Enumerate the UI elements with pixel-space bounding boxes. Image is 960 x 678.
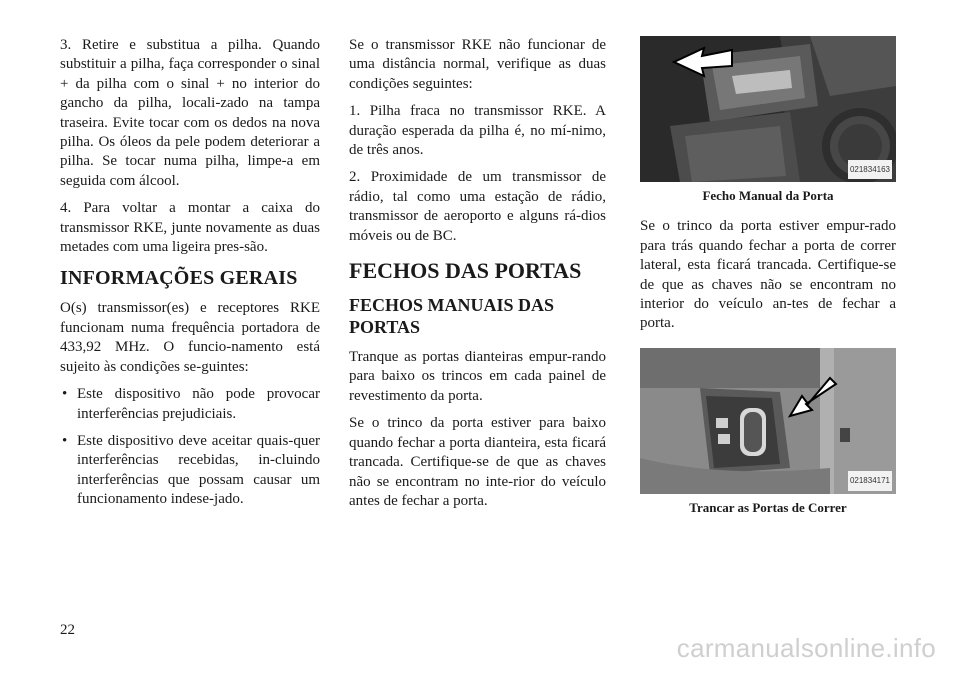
- figure-code: 021834163: [848, 160, 892, 179]
- sliding-door-lock-photo: [640, 348, 896, 494]
- latch-down-paragraph: Se o trinco da porta estiver para baixo quando fechar a porta dianteira, esta ficará trancada. Certifique-se de que as chaves não se encontram no inte-rior do veículo antes de fechar a porta.: [349, 415, 606, 509]
- radio-proximity-paragraph: 2. Proximidade de um transmissor de rádio, tal como uma estação de rádio, transmissor de aeroporto e alguns rá-dios móveis ou de BC.: [349, 169, 606, 244]
- list-item-text: Este dispositivo não pode provocar interferências prejudiciais.: [77, 386, 320, 422]
- list-item-text: Este dispositivo deve aceitar quais-quer interferências recebidas, in-cluindo interferências que possam causar um funcionamento indese-jado.: [77, 432, 320, 508]
- page-number: 22: [60, 622, 75, 638]
- step-3-paragraph: 3. Retire e substitua a pilha. Quando substituir a pilha, faça corresponder o sinal + da pilha com o sinal + no interior do gancho da pilha, locali-zado na tampa traseira. Evite tocar com os dedos na nova pilha. Os óleos da pele podem deteriorar a pilha. Se tocar numa pilha, limpe-a em seguida com álcool.: [60, 37, 320, 189]
- sliding-door-paragraph: Se o trinco da porta estiver empur-rado para trás quando fechar a porta de correr lateral, esta ficará trancada. Certifique-se de que as chaves não se encontram no interior do veículo an-tes de fechar a porta.: [640, 218, 896, 332]
- conditions-list: [60, 385, 320, 509]
- bullet-icon: •: [62, 386, 68, 403]
- figure-code: 021834171: [848, 471, 892, 490]
- manual-door-locks-heading: FECHOS MANUAIS DAS PORTAS: [349, 295, 555, 338]
- watermark: carmanualsonline.info: [676, 633, 936, 663]
- weak-battery-paragraph: 1. Pilha fraca no transmissor RKE. A duração esperada da pilha é, no mí-nimo, de três anos.: [349, 103, 606, 159]
- left-column: [60, 36, 320, 518]
- list-item: [60, 432, 320, 510]
- general-info-heading: INFORMAÇÕES GERAIS: [60, 267, 298, 290]
- door-locks-heading: FECHOS DAS PORTAS: [349, 258, 582, 284]
- right-column: [640, 36, 896, 529]
- figure-caption: Trancar as Portas de Correr: [689, 499, 847, 515]
- front-doors-paragraph: Tranque as portas dianteiras empur-rando para baixo os trincos em cada painel de revestimento da porta.: [349, 349, 606, 404]
- middle-column: [349, 36, 606, 519]
- figure-caption: Fecho Manual da Porta: [702, 188, 834, 203]
- manual-door-lock-photo: [640, 36, 896, 182]
- frequency-paragraph: O(s) transmissor(es) e receptores RKE funcionam numa frequência portadora de 433,92 MHz. O funcio-namento está sujeito às condições se-guintes:: [60, 300, 320, 375]
- rke-check-paragraph: Se o transmissor RKE não funcionar de uma distância normal, verifique as duas condições seguintes:: [349, 37, 606, 92]
- bullet-icon: •: [62, 432, 68, 449]
- step-4-paragraph: 4. Para voltar a montar a caixa do transmissor RKE, junte novamente as duas metades com uma ligeira pres-são.: [60, 200, 320, 256]
- list-item: [60, 385, 320, 424]
